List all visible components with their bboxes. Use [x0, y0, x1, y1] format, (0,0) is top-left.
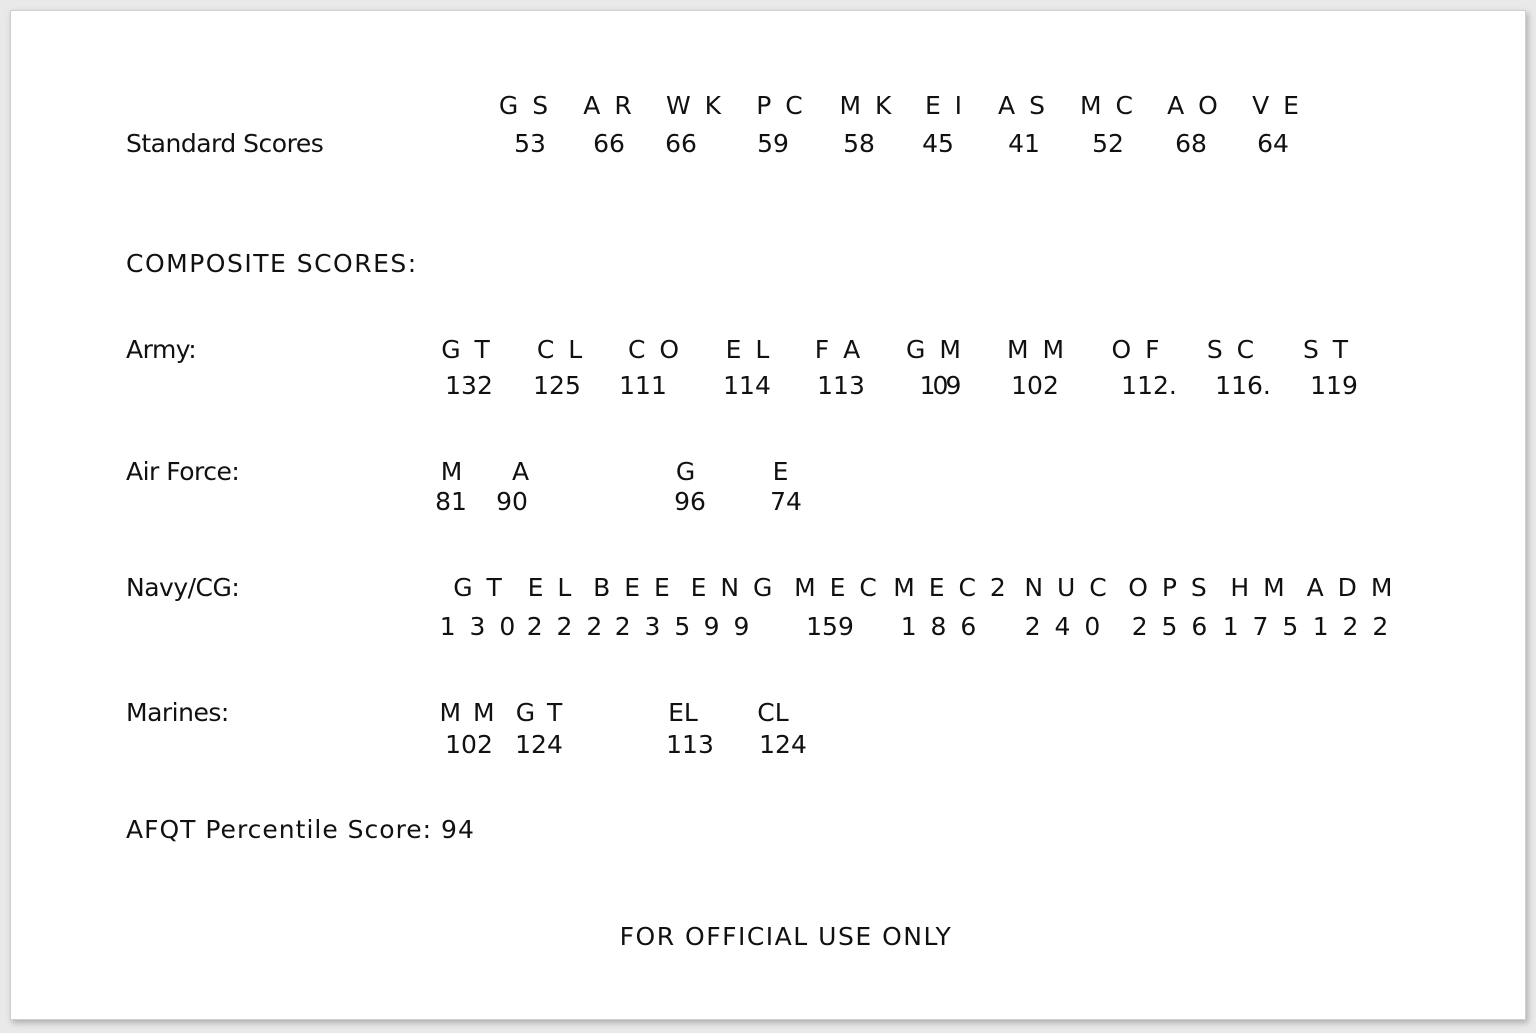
army-header: C L — [536, 335, 586, 364]
air-force-header: M — [440, 457, 466, 486]
army-header: S T — [1302, 335, 1352, 364]
navy-cg-value: 2 2 2 — [526, 612, 606, 641]
air-force-header: A — [511, 457, 533, 486]
navy-cg-value: 2 5 6 — [1131, 612, 1211, 641]
army-header: M M — [1006, 335, 1068, 364]
standard-header: A O — [1167, 91, 1221, 120]
standard-value: 66 — [665, 129, 697, 158]
army-header: O F — [1111, 335, 1163, 364]
standard-value: 66 — [593, 129, 625, 158]
army-value: 132 — [445, 371, 493, 400]
army-value: 113 — [817, 371, 865, 400]
standard-header: M C — [1080, 91, 1136, 120]
standard-header: M K — [839, 91, 895, 120]
standard-scores-label: Standard Scores — [126, 129, 324, 158]
army-header: S C — [1206, 335, 1258, 364]
army-value: 116. — [1215, 371, 1271, 400]
standard-header: A R — [583, 91, 635, 120]
army-header: G T — [441, 335, 493, 364]
navy-cg-header: E N G — [690, 573, 776, 602]
marines-header: M M — [439, 698, 497, 727]
standard-value: 45 — [922, 129, 954, 158]
navy-cg-header: O P S — [1128, 573, 1210, 602]
marines-header: CL — [757, 698, 789, 727]
army-header: E L — [725, 335, 773, 364]
navy-cg-header: H M — [1230, 573, 1288, 602]
standard-header: A S — [998, 91, 1048, 120]
army-value: 114 — [723, 371, 771, 400]
army-value: 109 — [919, 371, 959, 400]
standard-value: 59 — [757, 129, 789, 158]
standard-header: E I — [924, 91, 966, 120]
official-use-footer: FOR OFFICIAL USE ONLY — [619, 922, 953, 951]
navy-cg-header: N U C — [1024, 573, 1110, 602]
navy-cg-header: G T — [453, 573, 505, 602]
air-force-value: 90 — [496, 487, 528, 516]
marines-header: EL — [668, 698, 698, 727]
air-force-header: E — [772, 457, 792, 486]
army-value: 125 — [533, 371, 581, 400]
standard-value: 41 — [1008, 129, 1040, 158]
marines-value: 113 — [666, 730, 714, 759]
navy-cg-header: A D M — [1306, 573, 1396, 602]
standard-header: G S — [498, 91, 552, 120]
navy-cg-value: 1 8 6 — [900, 612, 980, 641]
army-header: F A — [814, 335, 864, 364]
air-force-value: 96 — [674, 487, 706, 516]
navy-cg-header: M E C — [794, 573, 880, 602]
score-report-page — [10, 10, 1526, 1020]
army-value: 102 — [1011, 371, 1059, 400]
navy-cg-value: 159 — [806, 612, 854, 641]
marines-label: Marines: — [126, 698, 229, 727]
air-force-value: 81 — [435, 487, 467, 516]
navy-cg-value: 2 3 5 — [614, 612, 694, 641]
standard-value: 58 — [843, 129, 875, 158]
standard-header: W K — [665, 91, 725, 120]
air-force-label: Air Force: — [126, 457, 240, 486]
navy-cg-header: B E E — [593, 573, 673, 602]
marines-header: G T — [515, 698, 565, 727]
navy-cg-header: M E C 2 — [893, 573, 1009, 602]
navy-cg-value: 1 3 0 — [439, 612, 519, 641]
navy-cg-header: E L — [527, 573, 575, 602]
composite-scores-title: COMPOSITE SCORES: — [126, 249, 418, 278]
marines-value: 124 — [515, 730, 563, 759]
afqt-percentile-score: AFQT Percentile Score: 94 — [126, 815, 475, 844]
navy-cg-value: 1 2 2 — [1312, 612, 1392, 641]
army-value: 111 — [619, 371, 667, 400]
navy-cg-value: 1 7 5 — [1222, 612, 1302, 641]
army-header: G M — [906, 335, 964, 364]
army-value: 112. — [1121, 371, 1177, 400]
standard-value: 52 — [1092, 129, 1124, 158]
standard-value: 53 — [514, 129, 546, 158]
standard-value: 64 — [1257, 129, 1289, 158]
standard-value: 68 — [1175, 129, 1207, 158]
air-force-header: G — [675, 457, 699, 486]
standard-header: P C — [756, 91, 806, 120]
navy-cg-value: 9 9 — [703, 612, 753, 641]
navy-cg-label: Navy/CG: — [126, 573, 240, 602]
marines-value: 124 — [759, 730, 807, 759]
standard-header: V E — [1252, 91, 1302, 120]
navy-cg-value: 2 4 0 — [1024, 612, 1104, 641]
army-label: Army: — [126, 335, 197, 364]
army-header: C O — [627, 335, 683, 364]
marines-value: 102 — [445, 730, 493, 759]
army-value: 119 — [1310, 371, 1358, 400]
air-force-value: 74 — [770, 487, 802, 516]
